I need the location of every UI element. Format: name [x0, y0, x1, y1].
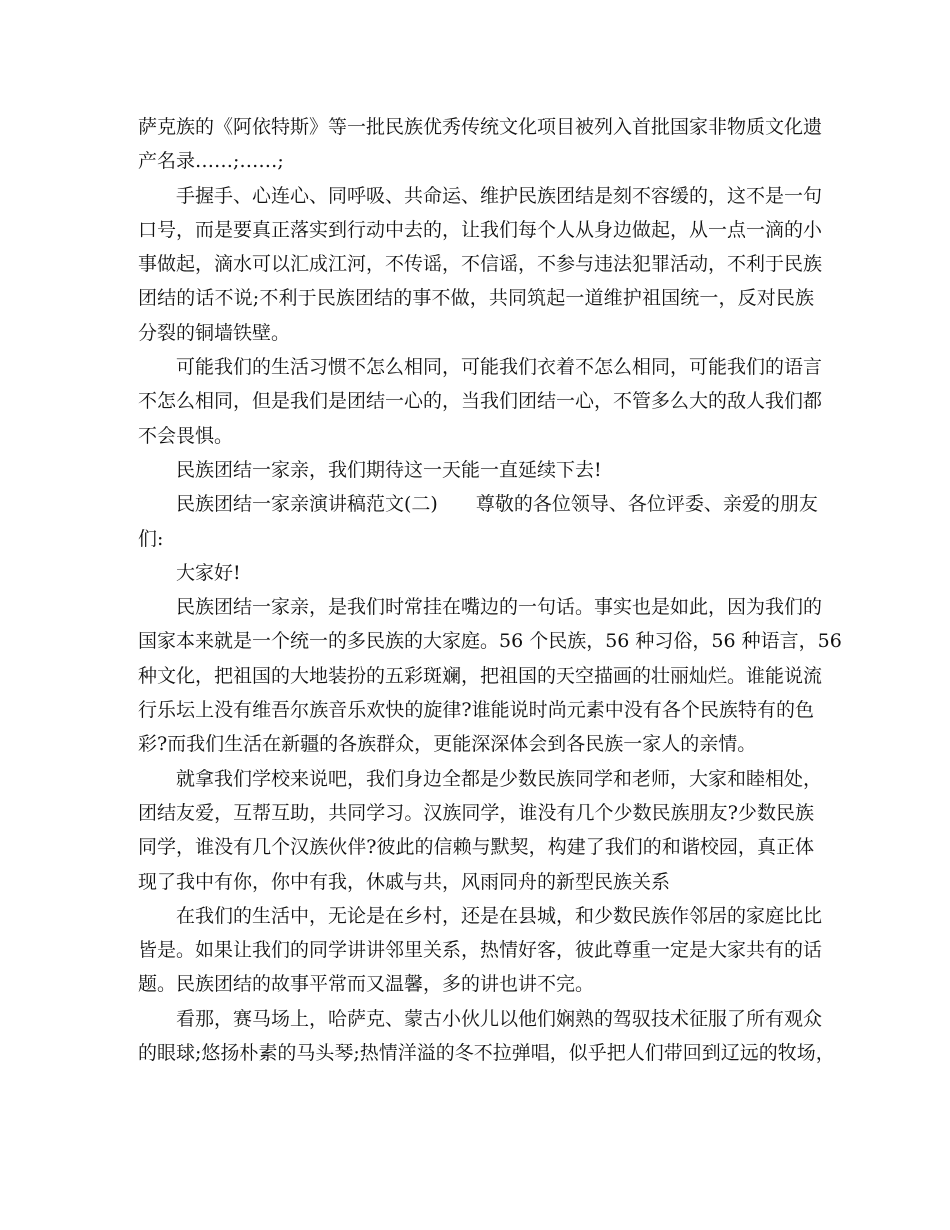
text-line: 皆是。如果让我们的同学讲讲邻里关系，热情好客，彼此尊重一定是大家共有的话 [138, 939, 823, 962]
text-line: 萨克族的《阿依特斯》等一批民族优秀传统文化项目被列入首批国家非物质文化遗 [138, 116, 823, 138]
text-line: 不会畏惧。 [138, 424, 234, 447]
text-line: 题。民族团结的故事平常而又温馨，多的讲也讲不完。 [138, 973, 595, 996]
text-line: 不怎么相同，但是我们是团结一心的，当我们团结一心，不管多么大的敌人我们都 [138, 390, 823, 413]
text-line: 同学，谁没有几个汉族伙伴?彼此的信赖与默契，构建了我们的和谐校园，真正体 [138, 836, 814, 859]
text-line: 国家本来就是一个统一的多民族的大家庭。56 个民族，56 种习俗，56 种语言，56 [138, 630, 842, 653]
text-line: 团结的话不说;不利于民族团结的事不做，共同筑起一道维护祖国统一，反对民族 [138, 287, 814, 310]
text-line: 事做起，滴水可以汇成江河，不传谣，不信谣，不参与违法犯罪活动，不利于民族 [138, 253, 823, 276]
text-line: 彩?而我们生活在新疆的各族群众，更能深深体会到各民族一家人的亲情。 [138, 733, 757, 756]
text-line: 看那，赛马场上，哈萨克、蒙古小伙儿以他们娴熟的驾驭技术征服了所有观众 [176, 1007, 823, 1030]
text-line: 产名录……;……; [138, 150, 284, 173]
text-line: 大家好! [176, 561, 241, 584]
text-line: 行乐坛上没有维吾尔族音乐欢快的旋律?谁能说时尚元素中没有各个民族特有的色 [138, 699, 814, 722]
text-line: 团结友爱，互帮互助，共同学习。汉族同学，谁没有几个少数民族朋友?少数民族 [138, 801, 814, 824]
text-line: 可能我们的生活习惯不怎么相同，可能我们衣着不怎么相同，可能我们的语言 [176, 356, 823, 379]
text-line: 口号，而是要真正落实到行动中去的，让我们每个人从身边做起，从一点一滴的小 [138, 218, 823, 241]
text-line: 在我们的生活中，无论是在乡村，还是在县城，和少数民族作邻居的家庭比比 [176, 904, 823, 927]
text-line: 就拿我们学校来说吧，我们身边全都是少数民族同学和老师，大家和睦相处， [176, 767, 823, 790]
text-line: 民族团结一家亲，我们期待这一天能一直延续下去! [176, 458, 602, 481]
text-line: 分裂的铜墙铁壁。 [138, 321, 291, 344]
document-body [138, 110, 842, 1070]
text-line: 民族团结一家亲演讲稿范文(二) 尊敬的各位领导、各位评委、亲爱的朋友 [176, 493, 818, 516]
text-line: 种文化，把祖国的大地装扮的五彩斑斓，把祖国的天空描画的壮丽灿烂。谁能说流 [138, 664, 823, 687]
text-line: 们: [138, 527, 164, 550]
text-line: 现了我中有你，你中有我，休戚与共，风雨同舟的新型民族关系 [138, 870, 671, 893]
text-line: 手握手、心连心、同呼吸、共命运、维护民族团结是刻不容缓的，这不是一句 [176, 184, 823, 207]
text-line: 的眼球;悠扬朴素的马头琴;热情洋溢的冬不拉弹唱，似乎把人们带回到辽远的牧场， [138, 1042, 835, 1065]
text-line: 民族团结一家亲，是我们时常挂在嘴边的一句话。事实也是如此，因为我们的 [176, 596, 823, 619]
